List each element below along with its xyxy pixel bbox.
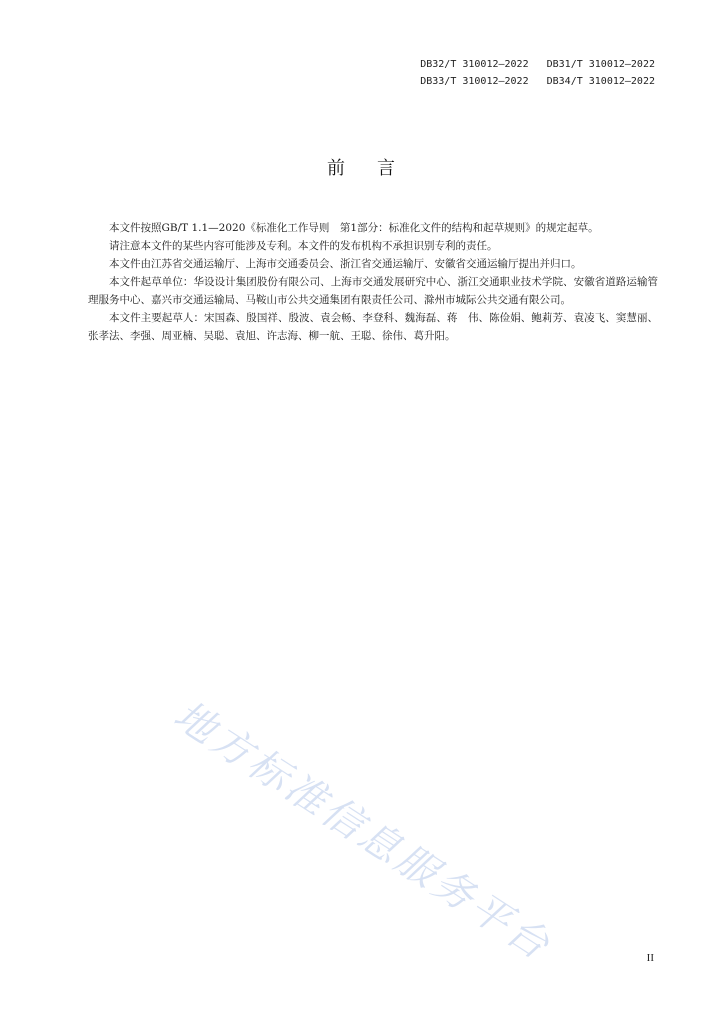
standard-code: DB34/T 310012—2022	[546, 76, 655, 87]
page-number: II	[646, 952, 654, 964]
paragraph-drafting-units: 本文件起草单位：华设设计集团股份有限公司、上海市交通发展研究中心、浙江交通职业技术学院、安徽省道路运输管理服务中心、嘉兴市交通运输局、马鞍山市公共交通集团有限责任公司、滁州市城际公共交通有限公司。	[88, 276, 658, 306]
standard-codes-row-2	[420, 73, 655, 90]
paragraph-drafting-rules: 本文件按照GB/T 1.1—2020《标准化工作导则 第1部分：标准化文件的结构和起草规则》的规定起草。	[109, 222, 599, 234]
paragraph-drafters: 本文件主要起草人：宋国森、殷国祥、殷波、袁会畅、李登科、魏海磊、蒋 伟、陈俭娟、鲍莉芳、袁凌飞、窦慧丽、张孝法、李强、周亚楠、吴聪、袁旭、许志海、柳一航、王聪、徐伟、葛升阳。	[88, 312, 658, 342]
foreword-body	[88, 219, 658, 345]
page-title	[0, 154, 724, 180]
standard-code: DB32/T 310012—2022	[420, 59, 529, 70]
watermark: 地方标准信息服务平台	[165, 692, 560, 971]
standard-codes	[420, 56, 655, 90]
standard-codes-row-1	[420, 56, 655, 73]
paragraph-proposer: 本文件由江苏省交通运输厅、上海市交通委员会、浙江省交通运输厅、安徽省交通运输厅提出并归口。	[109, 258, 582, 270]
title-char: 言	[377, 158, 397, 179]
title-char: 前	[327, 158, 347, 179]
standard-code: DB31/T 310012—2022	[546, 59, 655, 70]
standard-code: DB33/T 310012—2022	[420, 76, 529, 87]
paragraph-patent-notice: 请注意本文件的某些内容可能涉及专利。本文件的发布机构不承担识别专利的责任。	[109, 240, 498, 252]
